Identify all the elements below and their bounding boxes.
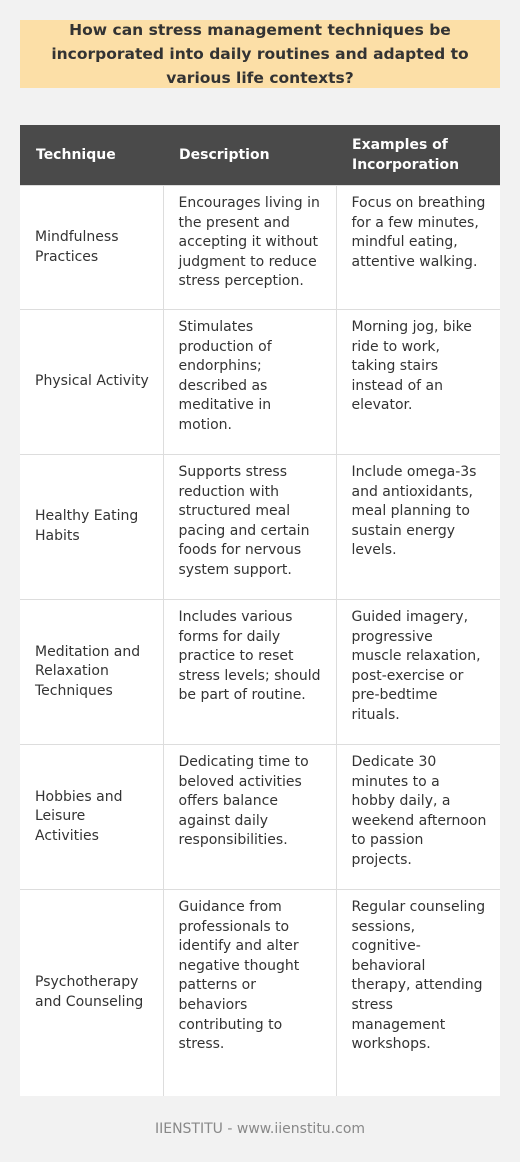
technique-cell: Healthy Eating Habits [20, 455, 163, 600]
table-header-row [20, 125, 500, 186]
techniques-table-container [20, 125, 500, 1096]
table-row [20, 890, 500, 1096]
description-cell: Includes various forms for daily practice to reset stress levels; should be part of routine. [163, 600, 336, 745]
description-cell: Guidance from professionals to identify and alter negative thought patterns or behaviors contributing to stress. [163, 890, 336, 1096]
technique-cell: Mindfulness Practices [20, 186, 163, 310]
technique-cell: Physical Activity [20, 310, 163, 455]
examples-cell: Guided imagery, progressive muscle relaxation, post-exercise or pre-bedtime rituals. [336, 600, 500, 745]
page-title: How can stress management techniques be incorporated into daily routines and adapted to various life contexts? [51, 21, 469, 87]
technique-cell: Hobbies and Leisure Activities [20, 745, 163, 890]
description-cell: Encourages living in the present and accepting it without judgment to reduce stress perception. [163, 186, 336, 310]
examples-cell: Focus on breathing for a few minutes, mindful eating, attentive walking. [336, 186, 500, 310]
techniques-table [20, 125, 500, 1096]
examples-cell: Dedicate 30 minutes to a hobby daily, a weekend afternoon to passion projects. [336, 745, 500, 890]
examples-cell: Morning jog, bike ride to work, taking stairs instead of an elevator. [336, 310, 500, 455]
table-row [20, 600, 500, 745]
title-banner [20, 20, 500, 88]
table-row [20, 455, 500, 600]
technique-cell: Psychotherapy and Counseling [20, 890, 163, 1096]
table-row [20, 186, 500, 310]
header-examples: Examples of Incorporation [336, 125, 500, 186]
examples-cell: Include omega-3s and antioxidants, meal planning to sustain energy levels. [336, 455, 500, 600]
header-technique: Technique [20, 125, 163, 186]
header-description: Description [163, 125, 336, 186]
examples-cell: Regular counseling sessions, cognitive-behavioral therapy, attending stress management workshops. [336, 890, 500, 1096]
description-cell: Dedicating time to beloved activities offers balance against daily responsibilities. [163, 745, 336, 890]
table-row [20, 745, 500, 890]
table-row [20, 310, 500, 455]
description-cell: Supports stress reduction with structured meal pacing and certain foods for nervous system support. [163, 455, 336, 600]
footer-credit: IIENSTITU - www.iienstitu.com [154, 1121, 366, 1137]
technique-cell: Meditation and Relaxation Techniques [20, 600, 163, 745]
description-cell: Stimulates production of endorphins; described as meditative in motion. [163, 310, 336, 455]
